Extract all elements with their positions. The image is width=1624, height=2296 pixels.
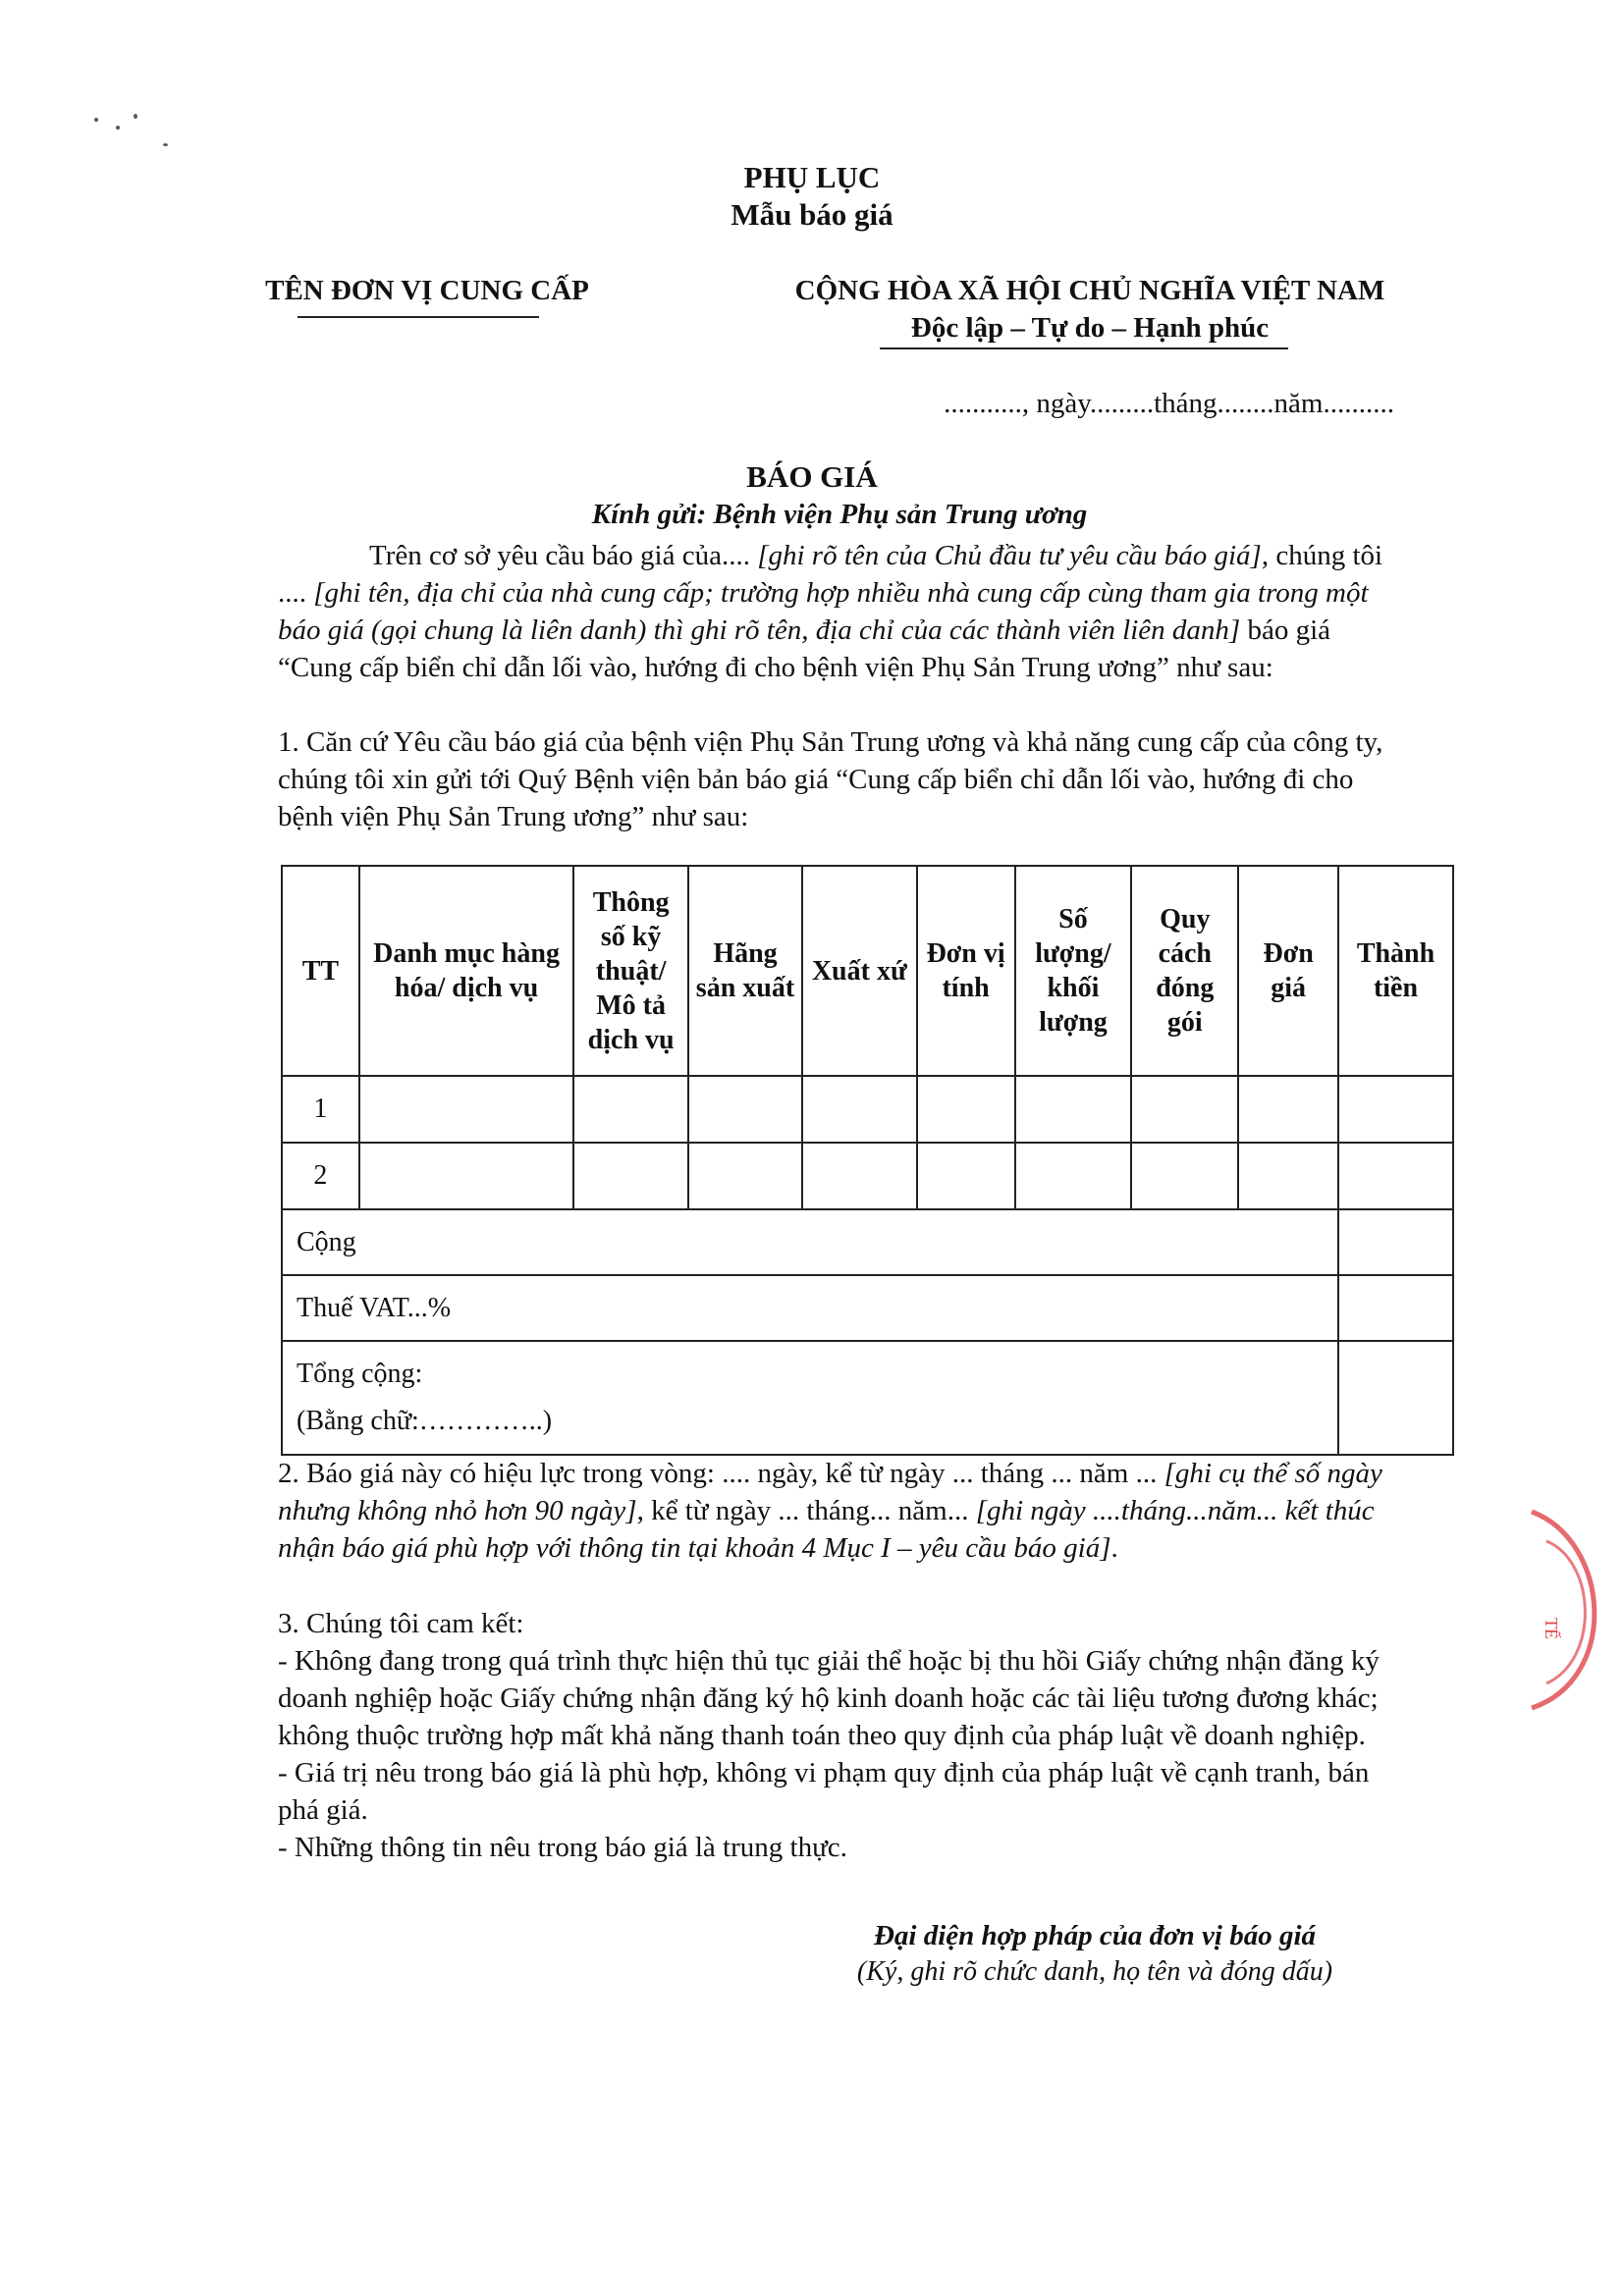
in-words-label: (Bằng chữ:…………..) (297, 1406, 553, 1436)
date-line: ..........., ngày.........tháng........năm.......... (944, 388, 1394, 419)
commitment-item: - Không đang trong quá trình thực hiện thủ tục giải thể hoặc bị thu hồi Giấy chứng nhận đăng ký doanh nghiệp hoặc Giấy chứng nhận đăng ký hộ kinh doanh hoặc các tài liệu tương đương khác; không thuộc trường hợp mất khả năng thanh toán theo quy định của pháp luật về doanh nghiệp. (278, 1645, 1380, 1751)
subtotal-row (282, 1209, 1453, 1275)
quote-table (281, 865, 1454, 1456)
nation-title: CỘNG HÒA XÃ HỘI CHỦ NGHĨA VIỆT NAM (794, 275, 1385, 306)
col-header-spec: Thông số kỹ thuật/ Mô tả dịch vụ (573, 866, 688, 1076)
quote-title: BÁO GIÁ (746, 459, 878, 494)
vat-row (282, 1275, 1453, 1341)
cell-quantity[interactable] (1015, 1076, 1132, 1143)
grand-total-row (282, 1341, 1453, 1455)
cell-manufacturer[interactable] (688, 1143, 802, 1209)
item2-note-days: [ghi cụ thể số ngày nhưng không nhỏ hơn 90 ngày] (278, 1458, 1382, 1526)
intro-text-a: Trên cơ sở yêu cầu báo giá của.... (369, 540, 758, 571)
intro-note-investor: [ghi rõ tên của Chủ đầu tư yêu cầu báo giá] (757, 540, 1262, 571)
item2-text-b: , kể từ ngày ... tháng... năm... (636, 1495, 976, 1526)
vat-amount[interactable] (1338, 1275, 1453, 1341)
vat-label: Thuế VAT...% (282, 1275, 1338, 1341)
partial-red-stamp (1502, 1502, 1624, 1718)
table-row (282, 1143, 1453, 1209)
cell-manufacturer[interactable] (688, 1076, 802, 1143)
col-header-packaging: Quy cách đóng gói (1131, 866, 1238, 1076)
grand-total-amount[interactable] (1338, 1341, 1453, 1455)
cell-item[interactable] (359, 1076, 573, 1143)
scan-speck (94, 118, 98, 122)
signature-title: Đại diện hợp pháp của đơn vị báo giá (873, 1920, 1317, 1951)
national-motto: Độc lập – Tự do – Hạnh phúc (910, 312, 1270, 344)
svg-text:TẾ: TẾ (1542, 1618, 1561, 1639)
supplier-name-placeholder: TÊN ĐƠN VỊ CUNG CẤP (265, 275, 589, 306)
grand-total-label: Tổng cộng: (297, 1359, 423, 1389)
cell-amount[interactable] (1338, 1143, 1453, 1209)
item2-note-end-date: [ghi ngày ....tháng...năm... kết thúc nhận báo giá phù hợp với thông tin tại khoản 4 Mục I – yêu cầu báo giá] (278, 1495, 1375, 1564)
row-number: 1 (282, 1076, 359, 1143)
cell-packaging[interactable] (1131, 1143, 1238, 1209)
cell-unit-price[interactable] (1238, 1143, 1338, 1209)
table-row (282, 1076, 1453, 1143)
commitment-item: - Giá trị nêu trong báo giá là phù hợp, không vi phạm quy định của pháp luật về cạnh tranh, bán phá giá. (278, 1757, 1370, 1826)
scan-speck (134, 114, 137, 119)
subtotal-amount[interactable] (1338, 1209, 1453, 1275)
scan-speck (116, 126, 120, 130)
annex-heading (0, 159, 1624, 234)
intro-paragraph (278, 537, 1409, 686)
col-header-tt: TT (282, 866, 359, 1076)
col-header-manufacturer: Hãng sản xuất (688, 866, 802, 1076)
commitments-heading: 3. Chúng tôi cam kết: (278, 1608, 524, 1639)
item-1-paragraph: 1. Căn cứ Yêu cầu báo giá của bệnh viện Phụ Sản Trung ương và khả năng cung cấp của công ty, chúng tôi xin gửi tới Quý Bệnh viện bản báo giá “Cung cấp biển chỉ dẫn lối vào, hướng đi cho bệnh viện Phụ Sản Trung ương” như sau: (278, 726, 1383, 832)
recipient-line: Kính gửi: Bệnh viện Phụ sản Trung ương (591, 499, 1088, 530)
col-header-item: Danh mục hàng hóa/ dịch vụ (359, 866, 573, 1076)
cell-spec[interactable] (573, 1076, 688, 1143)
col-header-unit-price: Đơn giá (1238, 866, 1338, 1076)
motto-underline (880, 347, 1288, 349)
table-header-row (282, 866, 1453, 1076)
col-header-unit: Đơn vị tính (917, 866, 1015, 1076)
cell-unit[interactable] (917, 1143, 1015, 1209)
annex-title: PHỤ LỤC (743, 160, 881, 194)
signature-note: (Ký, ghi rõ chức danh, họ tên và đóng dấu) (856, 1956, 1333, 1987)
cell-packaging[interactable] (1131, 1076, 1238, 1143)
cell-item[interactable] (359, 1143, 573, 1209)
row-number: 2 (282, 1143, 359, 1209)
item2-text-c: . (1110, 1532, 1118, 1564)
intro-note-supplier: [ghi tên, địa chỉ của nhà cung cấp; trường hợp nhiều nhà cung cấp cùng tham gia trong một báo giá (gọi chung là liên danh) thì ghi rõ tên, địa chỉ của các thành viên liên danh] (278, 577, 1369, 646)
subtotal-label: Cộng (282, 1209, 1338, 1275)
annex-subtitle: Mẫu báo giá (731, 197, 893, 232)
cell-spec[interactable] (573, 1143, 688, 1209)
supplier-underline (298, 316, 539, 318)
cell-origin[interactable] (802, 1076, 917, 1143)
cell-unit[interactable] (917, 1076, 1015, 1143)
col-header-origin: Xuất xứ (802, 866, 917, 1076)
scan-speck (163, 143, 168, 146)
item2-text-a: 2. Báo giá này có hiệu lực trong vòng: .... ngày, kể từ ngày ... tháng ... năm ... (278, 1458, 1164, 1489)
item-3-commitments (278, 1605, 1409, 1866)
cell-origin[interactable] (802, 1143, 917, 1209)
col-header-quantity: Số lượng/ khối lượng (1015, 866, 1132, 1076)
commitment-item: - Những thông tin nêu trong báo giá là trung thực. (278, 1832, 847, 1863)
col-header-amount: Thành tiền (1338, 866, 1453, 1076)
grand-total-cell (282, 1341, 1338, 1455)
item-2-paragraph (278, 1455, 1409, 1567)
intro-text-c: báo giá “Cung cấp biển chỉ dẫn lối vào, hướng đi cho bệnh viện Phụ Sản Trung ương” như sau: (278, 614, 1331, 683)
intro-text-b: , chúng tôi .... (278, 540, 1383, 609)
cell-unit-price[interactable] (1238, 1076, 1338, 1143)
cell-amount[interactable] (1338, 1076, 1453, 1143)
cell-quantity[interactable] (1015, 1143, 1132, 1209)
